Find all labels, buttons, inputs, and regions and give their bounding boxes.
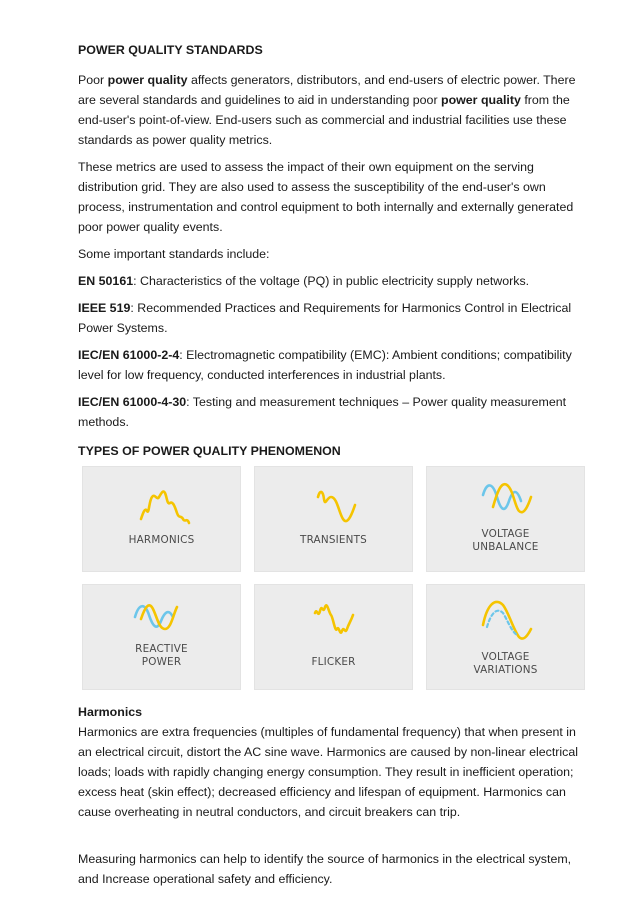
- tile-label: FLICKER: [311, 656, 356, 668]
- flicker-wave-icon: [255, 585, 414, 691]
- standard-item: [78, 345, 586, 385]
- standard-item: [78, 392, 586, 432]
- standards-intro: Some important standards include:: [78, 247, 270, 261]
- harmonics-paragraph-2: Measuring harmonics can help to identify the source of harmonics in the electrical system, and Increase operational safety and efficiency.: [78, 852, 572, 886]
- phenomena-grid: [82, 466, 596, 693]
- harmonics-paragraph-1: Harmonics are extra frequencies (multiples of fundamental frequency) that when present in an electrical circuit, distort the AC sine wave. Harmonics are caused by non-linear electrical loads; loads with rapidly changing energy consumption. They result in inefficient operation; excess heat (skin effect); decreased efficiency and lifespan of equipment. Harmonics can cause overheating in neutral conductors, and circuit breakers can trip.: [78, 725, 578, 819]
- text: from the end-user's point-of-view. End-users such as commercial and industrial facilities use these standards as power quality metrics.: [78, 93, 570, 147]
- tile-label: UNBALANCE: [472, 541, 539, 553]
- standard-desc: : Recommended Practices and Requirements for Harmonics Control in Electrical Power Systems.: [78, 301, 572, 335]
- tile-flicker: [254, 584, 413, 690]
- harmonics-heading: Harmonics: [78, 705, 143, 719]
- tile-harmonics: [82, 466, 241, 572]
- harmonics-measuring: [78, 849, 590, 889]
- tile-transients: [254, 466, 413, 572]
- tile-label: REACTIVE: [135, 643, 188, 655]
- standards-heading: POWER QUALITY STANDARDS: [78, 43, 263, 57]
- tile-label: VARIATIONS: [473, 664, 538, 676]
- standard-desc: : Testing and measurement techniques – Power quality measurement methods.: [78, 395, 567, 429]
- bold-text: power quality: [107, 73, 188, 87]
- standard-code: IEEE 519: [78, 301, 131, 315]
- tile-label: TRANSIENTS: [300, 534, 367, 546]
- standard-code: EN 50161: [78, 274, 134, 288]
- tile-label: VOLTAGE: [481, 651, 530, 663]
- standards-section: [78, 40, 586, 471]
- harmonics-section: [78, 702, 590, 822]
- standard-code: IEC/EN 61000-2-4: [78, 348, 180, 362]
- standard-item: [78, 298, 586, 338]
- transients-wave-icon: [255, 467, 414, 573]
- tile-label: VOLTAGE: [481, 528, 530, 540]
- reactive-power-wave-icon: [83, 585, 242, 691]
- standard-item: [78, 271, 586, 291]
- phenomena-heading: TYPES OF POWER QUALITY PHENOMENON: [78, 444, 341, 458]
- bold-text: power quality: [441, 93, 521, 107]
- tile-label: HARMONICS: [128, 534, 195, 546]
- voltage-unbalance-wave-icon: [427, 467, 586, 573]
- tile-label: POWER: [141, 656, 182, 668]
- standards-paragraph-1: [78, 70, 586, 150]
- text: affects generators, distributors, and end-users of electric power. There are several standards and guidelines to aid in understanding poor: [78, 73, 576, 107]
- harmonics-wave-icon: [83, 467, 242, 573]
- standard-desc: : Electromagnetic compatibility (EMC): Ambient conditions; compatibility level for low frequency, conducted interferences in industrial plants.: [78, 348, 572, 382]
- standards-paragraph-2: These metrics are used to assess the impact of their own equipment on the serving distribution grid. They are also used to assess the susceptibility of the end-user's own process, instrumentation and control equipment to both internally and externally generated poor power quality events.: [78, 160, 574, 234]
- tile-reactive-power: [82, 584, 241, 690]
- standard-desc: : Characteristics of the voltage (PQ) in public electricity supply networks.: [133, 274, 530, 288]
- tile-voltage-variations: [426, 584, 585, 690]
- standard-code: IEC/EN 61000-4-30: [78, 395, 187, 409]
- tile-voltage-unbalance: [426, 466, 585, 572]
- text: Poor: [78, 73, 108, 87]
